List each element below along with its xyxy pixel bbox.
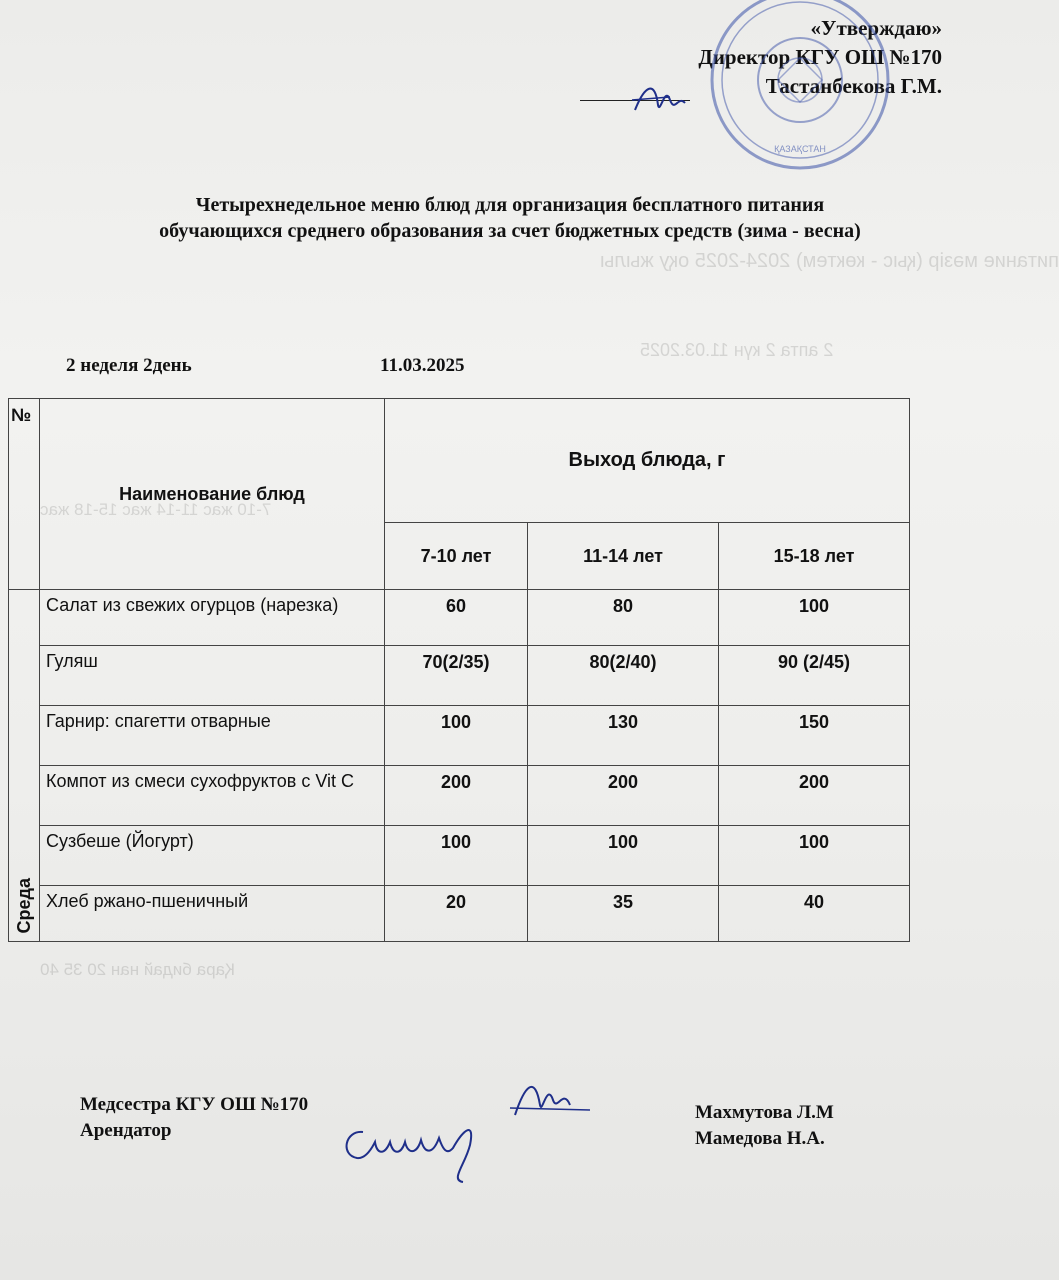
dish-name: Гуляш bbox=[40, 646, 385, 706]
bleed-through-text: 7-10 жас 11-14 жас 15-18 жас bbox=[40, 500, 272, 519]
portion-7-10: 20 bbox=[385, 886, 528, 942]
tenant-name: Мамедова Н.А. bbox=[695, 1128, 825, 1149]
table-row bbox=[9, 646, 910, 706]
portion-11-14: 100 bbox=[528, 826, 719, 886]
bleed-through-text: питание мәзір (қыс - көктем) 2024-2025 оқу жылы bbox=[600, 250, 1059, 272]
day-of-week: Среда bbox=[13, 877, 34, 933]
official-stamp-icon bbox=[680, 0, 910, 190]
age-group-header: 15-18 лет bbox=[719, 523, 910, 590]
right-signatories bbox=[695, 1100, 834, 1152]
table-row bbox=[9, 590, 910, 646]
nurse-title: Медсестра КГУ ОШ №170 bbox=[80, 1094, 309, 1115]
portion-7-10: 100 bbox=[385, 826, 528, 886]
portion-7-10: 60 bbox=[385, 590, 528, 646]
portion-15-18: 150 bbox=[719, 706, 910, 766]
bleed-through-text: Қара бидай нан 20 35 40 bbox=[40, 960, 235, 979]
portion-15-18: 100 bbox=[719, 826, 910, 886]
portion-7-10: 200 bbox=[385, 766, 528, 826]
portion-11-14: 80(2/40) bbox=[528, 646, 719, 706]
portion-15-18: 100 bbox=[719, 590, 910, 646]
table-row bbox=[9, 766, 910, 826]
document-title bbox=[40, 192, 980, 244]
nurse-signature-icon bbox=[505, 1070, 595, 1125]
tenant-title: Арендатор bbox=[80, 1120, 172, 1141]
director-signature-icon bbox=[630, 75, 690, 120]
column-output-header: Выход блюда, г bbox=[385, 399, 910, 523]
tenant-signature-icon bbox=[335, 1110, 495, 1190]
bleed-through-text: 2 апта 2 күн 11.03.2025 bbox=[640, 340, 834, 360]
table-row bbox=[9, 886, 910, 942]
portion-7-10: 70(2/35) bbox=[385, 646, 528, 706]
portion-15-18: 90 (2/45) bbox=[719, 646, 910, 706]
table-header-row bbox=[9, 399, 910, 523]
table-row bbox=[9, 706, 910, 766]
column-name-header: Наименование блюд bbox=[40, 399, 385, 590]
portion-11-14: 35 bbox=[528, 886, 719, 942]
day-of-week-cell bbox=[9, 590, 40, 942]
dish-name: Сузбеше (Йогурт) bbox=[40, 826, 385, 886]
dish-name: Салат из свежих огурцов (нарезка) bbox=[40, 590, 385, 646]
left-signatories bbox=[80, 1092, 308, 1144]
column-number-header: № bbox=[9, 399, 40, 590]
portion-15-18: 40 bbox=[719, 886, 910, 942]
stamp-text: ҚАЗАҚСТАН bbox=[774, 144, 826, 154]
week-day-label: 2 неделя 2день bbox=[66, 355, 192, 376]
menu-date: 11.03.2025 bbox=[380, 355, 465, 376]
portion-11-14: 80 bbox=[528, 590, 719, 646]
age-group-header: 11-14 лет bbox=[528, 523, 719, 590]
approval-label: «Утверждаю» bbox=[810, 16, 942, 40]
menu-table bbox=[8, 398, 910, 942]
table-row bbox=[9, 826, 910, 886]
title-line-2: обучающихся среднего образования за счет бюджетных средств (зима - весна) bbox=[159, 220, 861, 242]
dish-name: Хлеб ржано-пшеничный bbox=[40, 886, 385, 942]
dish-name: Гарнир: спагетти отварные bbox=[40, 706, 385, 766]
portion-11-14: 130 bbox=[528, 706, 719, 766]
title-line-1: Четырехнедельное меню блюд для организация бесплатного питания bbox=[195, 194, 825, 216]
director-name: Тастанбекова Г.М. bbox=[765, 74, 942, 98]
age-group-header: 7-10 лет bbox=[385, 523, 528, 590]
portion-15-18: 200 bbox=[719, 766, 910, 826]
portion-11-14: 200 bbox=[528, 766, 719, 826]
director-title: Директор КГУ ОШ №170 bbox=[698, 45, 942, 69]
nurse-name: Махмутова Л.М bbox=[695, 1102, 834, 1123]
portion-7-10: 100 bbox=[385, 706, 528, 766]
dish-name: Компот из смеси сухофруктов с Vit C bbox=[40, 766, 385, 826]
